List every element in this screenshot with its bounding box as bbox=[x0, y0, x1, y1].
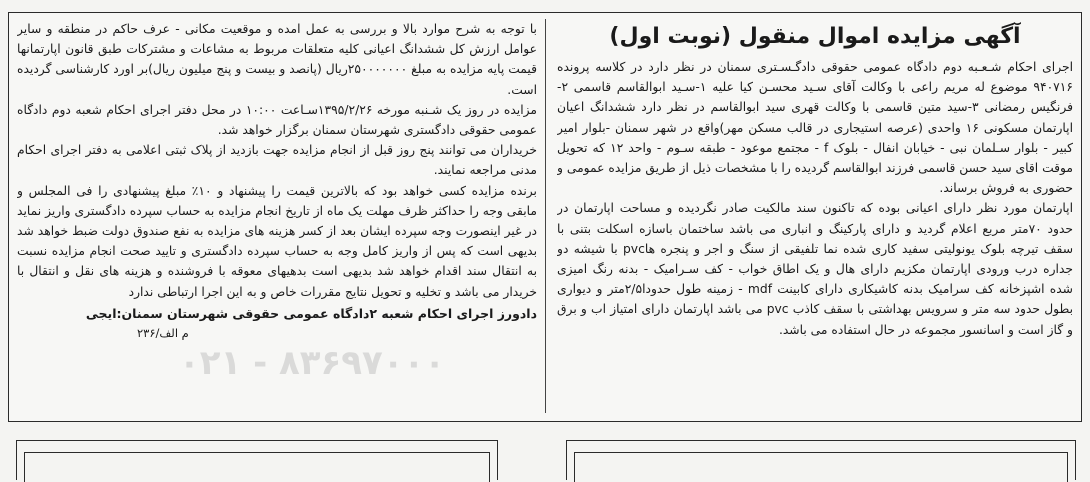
notice-right-column bbox=[557, 19, 1073, 413]
next-ad-inner-right bbox=[574, 452, 1068, 482]
notice-paragraph: مزایده در روز یک شـنبه مورخه ۱۳۹۵/۲/۲۶سـاعت ۱۰:۰۰ در محل دفتر اجرای احکام شعبه دوم دادگاه عمومی حقوقی دادگستری شهرستان سمنان برگزار خواهد شد. bbox=[17, 102, 537, 138]
watermark-phone: ۰۲۱ - ۸۳۶۹۷۰۰۰ bbox=[179, 343, 446, 383]
notice-title: آگهی مزایده اموال منقول (نوبت اول) bbox=[609, 24, 1021, 49]
notice-signature: دادورز اجرای احکام شعبه ۲دادگاه عمومی حقوقی شهرستان سمنان:ایجی bbox=[85, 305, 537, 321]
column-divider bbox=[545, 19, 546, 413]
notice-left-column bbox=[17, 19, 537, 413]
notice-paragraph: خریداران می توانند پنج روز قبل از انجام مزایده جهت بازدید از پلاک ثبتی اعلامی به دفتر اجرای احکام مدنی مراجعه نمایند. bbox=[17, 143, 537, 178]
notice-paragraph: اپارتمان مورد نظر دارای اعیانی بوده که تاکنون سند مالکیت صادر نگردیده و مساحت اپارتمان در حدود ۷۰متر مربع اعلام گردید و دارای پارکینگ و انباری می باشد ساختمان باسازه اسکلت بتنی با سقف تیرچه بلوک یونولیتی سفید کاری شده نما تلفیقی از سنگ و اجر و پنجره هاpvc با شیشه دو جداره درب ورودی اپارتمان مکزیم دارای هال و یک اطاق خواب - کف سـرامیک - بدنه رنگ امیزی شده اشپزخانه کف سرامیک بدنه کاشیکاری دارای کابینت mdf - زمینه طول حدودا۲/۵متر و دیواری بطول حدود سه متر و سرویس بهداشتی با سقف کاذب pvc می باشد اپارتمان دارای امتیاز اب و برق و گاز است و اسانسور مجموعه در حال استفاده می باشد. bbox=[557, 201, 1073, 337]
notice-code: م الف/۲۳۶ bbox=[137, 325, 189, 340]
notice-paragraph: با توجه به شرح موارد بالا و بررسی به عمل امده و موقعیت مکانی - عرف حاکم در منطقه و سایر عوامل ارزش کل ششدانگ اعیانی کلیه متعلقات مربوط به مشاعات و مشترکات طبق قانون اپارتمانها قیمت پایه مزایده به مبلغ ۲۵۰۰۰۰۰۰۰ریال (پانصد و بیست و پنج میلیون ریال)بر اورد کارشناسی گردیده است. bbox=[17, 22, 537, 97]
notice-paragraph: برنده مزایده کسی خواهد بود که بالاترین قیمت را پیشنهاد و ۱۰٪ مبلغ پیشنهادی را فی المجلس و مابقی وجه را حداکثر ظرف مهلت یک ماه از تاریخ انجام مزایده به حساب سپرده دادگستری واریز نماید در غیر اینصورت وجه سپرده ایشان بعد از کسر هزینه های مزایده به نفع صندوق دولت ضبط خواهد شد بدیهی است که پس از واریز کامل وجه به حساب سپرده دادگستری و تایید صحت انجام مزایده نسبت به انتقال سند اقدام خواهد شد بدیهی است بدهیهای معوقه با فروشنده و هزینه های نقل و انتقال با خریدار می باشد و تخلیه و تحویل نتایج مقررات خاص و به این اجرا ارتباطی ندارد bbox=[17, 183, 537, 299]
notice-paragraph: اجرای احکام شـعـبه دوم دادگاه عمومی حقوقی دادگـسـتری سمنان در نظر دارد در کلاسه پرونده ۹۴۰۷۱۶ موضوع له مریم راعی با وکالت آقای سـید محسـن کیا علیه ۱-سـید ابوالقاسم قاسمی ۲-فرنگیس رمضانی ۳-سید متین قاسمی با وکالت قهری سید ابوالقاسم در نظر دارد ششدانگ اعیان اپارتمان مسکونی ۱۶ واحدی (عرصه استیجاری در قالب مسکن مهر)واقع در شهر سمنان -بلوار امیر کبیر - بلوار سـلمان نبی - خیابان انفال - بلوک f - مجتمع موعود - طبقه سـوم - واحد ۱۲ که تحویل موقت اقای سید حسن قاسمی فرزند ابوالقاسم گردیده را با مشخصات ذیل از طریق مزایده عمومی و حضوری به فروش برساند. bbox=[557, 60, 1073, 196]
next-ad-inner-left bbox=[24, 452, 490, 482]
auction-notice bbox=[8, 12, 1082, 422]
